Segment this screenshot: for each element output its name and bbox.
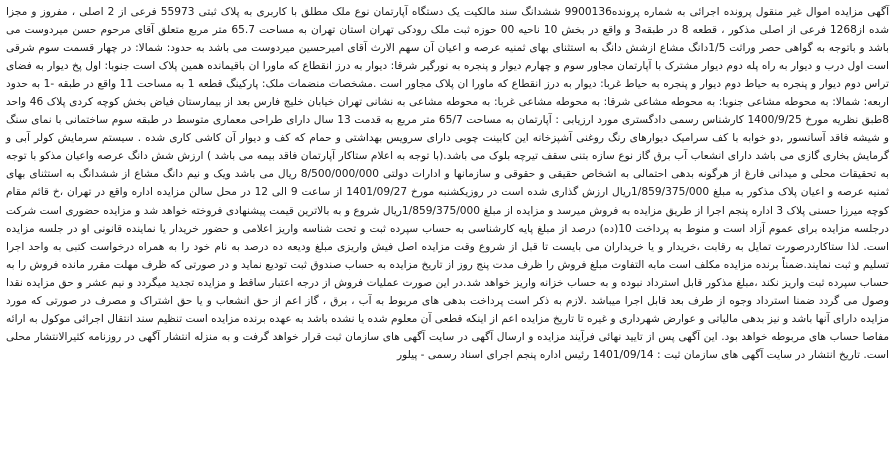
notice-body-text: آگهی مزایده اموال غیر منقول پرونده اجرائی به شماره پرونده9900136 ششدانگ سند مالکیت یک دستگاه آپارتمان نوع ملک مطلق با کاربری به پلاک ثبتی 55973 فرعی از 2 اصلی ، مفروز و مجزا شده از1268 فرعی از اصلی مذکور ، قطعه 8 در طبقه3 و واقع در بخش 10 ناحیه 00 حوزه ثبت ملک رودکی تهران استان تهران به مساحت 65.7 متر مربع متعلق آقای مرحوم حسن میردوست می باشد و باتوجه به گواهی حصر وراثت 1/5دانگ مشاع ازشش دانگ به استثنای بهای ثمنیه عرصه و اعیان آن سهم الارث آقای امیرحسین میردوست می باشد به حدود: شمالا: در چهار قسمت سوم شرقی است اول درب و دیوار به راه پله دوم دیوار مشترک با آپارتمان مجاور سوم و چهارم دیوار و پنجره به نورگیر شرقا: دیوار به درز انقطاع که ماورا ان باقیمانده همین پلاک است جنوبا: اول پخ دیوار به فضای تراس دوم دیوار و پنجره به حیاط دوم دیوار و پنجره به حیاط غربا: دیوار به درز انقطاع که ماورا ان پلاک مجاور است .مشخصات منضمات ملک: پارکینگ قطعه 1 به مساحت 11 واقع در طبقه -1 به حدود اربعه: شمالا: به محوطه مشاعی جنوبا: به محوطه مشاعی شرقا: به محوطه مشاعی غربا: به محوطه مشاعی به نشانی تهران خیابان خلیج فارس بعد از بیمارستان فیاض بخش کوچه کردی پلاک 46 واحد 8طبق نظریه مورخ 1400/9/25 کارشناس رسمی دادگستری مورد ارزیابی : آپارتمان به مساحت 65/7 متر مربع به قدمت 13 سال دارای طراحی معماری متوسط در طبقه سوم ساختمانی با نمای سنگ و شیشه فاقد آسانسور ,دو خوابه با کف سرامیک دیوارهای رنگ روغنی آشپزخانه این کابینت چوبی دارای سرویس بهداشتی و حمام که کف و دیوار آن کاشی کاری شده . سیستم سرمایش کولر آبی و گرمایش بخاری گازی می باشد دارای انشعاب آب برق گاز نوع سازه بتنی سقف تیرچه بلوک می باشد.(با توجه به اعلام ستاکار آپارتمان فاقد بیمه می باشد ) ارزش شش دانگ عرصه واعیان مذکو با توجه به تحقیقات محلی و میدانی فارغ از هرگونه بدهی احتمالی به اشخاص حقیقی و حقوقی و سازمانها و ادارات دولتی 8/500/000/000 ریال می باشد ویک و نیم دانگ مشاع از ششدانگ به استثنای بهای ثمنیه عرصه و اعیان پلاک مذکور به مبلغ 1/859/375/000ریال ارزش گذاری شده است در روزیکشنبه مورخ 1401/09/27 از ساعت 9 الی 12 در محل سالن مزایده اداره واقع در تهران ،خ قائم مقام کوچه میرزا حسنی پلاک 3 اداره پنجم اجرا از طریق مزایده به فروش میرسد و مزایده از مبلغ 1/859/375/000ریال شروع و به بالاترین قیمت پیشنهادی فروخته خواهد شد و مزایده حضوری است شرکت درجلسه مزایده برای عموم آزاد است و منوط به پرداخت 10(ده) درصد از مبلغ پایه کارشناسی به حساب سپرده ثبت و تحت شناسه واریز اعلامی و حضور خریدار یا نماینده قانونی او در جلسه مزایده است. لذا ستاکاردرصورت تمایل به رقابت ،خریدار و یا خریداران می بایست تا قبل از شروع وقت مزایده اصل فیش واریزی مبلغ ودیعه ده درصد به نام خود را به همراه درخواست کتبی به واحد اجرا تسلیم و ثبت نمایند.ضمناً برنده مزایده مکلف است مابه التفاوت مبلغ فروش را ظرف مدت پنج روز از تاریخ مزایده به حساب صندوق ثبت تودیع نماید و در صورتی که ظرف مهلت مقرر مانده فروش را به حساب سپرده ثبت واریز نکند ،مبلغ مذکور قابل استرداد نبوده و به حساب خزانه واریز خواهد شد.در این صورت عملیات فروش از درجه اعتبار ساقط و مزایده تجدید میگردد و نیم عشر و حق مزایده نقدا وصول می گردد ضمنا استرداد وجوه از طرف بعد قابل اجرا میباشد .لازم به ذکر است پرداخت بدهی های مربوط به آب ، برق ، گاز اعم از حق انشعاب و یا حق اشتراک و مصرف در صورتی که مورد مزایده دارای آنها باشد و نیز بدهی مالیاتی و عوارض شهرداری و غیره تا تاریخ مزایده اعم از اینکه قطعی آن معلوم شده یا نشده باشد به عهده برنده مزایده است تنظیم سند انتقال اجرائی موکول به ارائه مفاصا حساب های مربوطه خواهد بود. این آگهی پس از تایید نهائی فرآیند مزایده و ارسال آگهی در سایت آگهی های سازمان ثبت قرار خواهد گرفت و به منزله انتشار آگهی در روزنامه کثیرالانتشار محلی است. تاریخ انتشار در سایت آگهی های سازمان ثبت : 1401/09/14 رئیس اداره پنجم اجرای اسناد رسمی - پیلور xyxy=(6,6,890,361)
